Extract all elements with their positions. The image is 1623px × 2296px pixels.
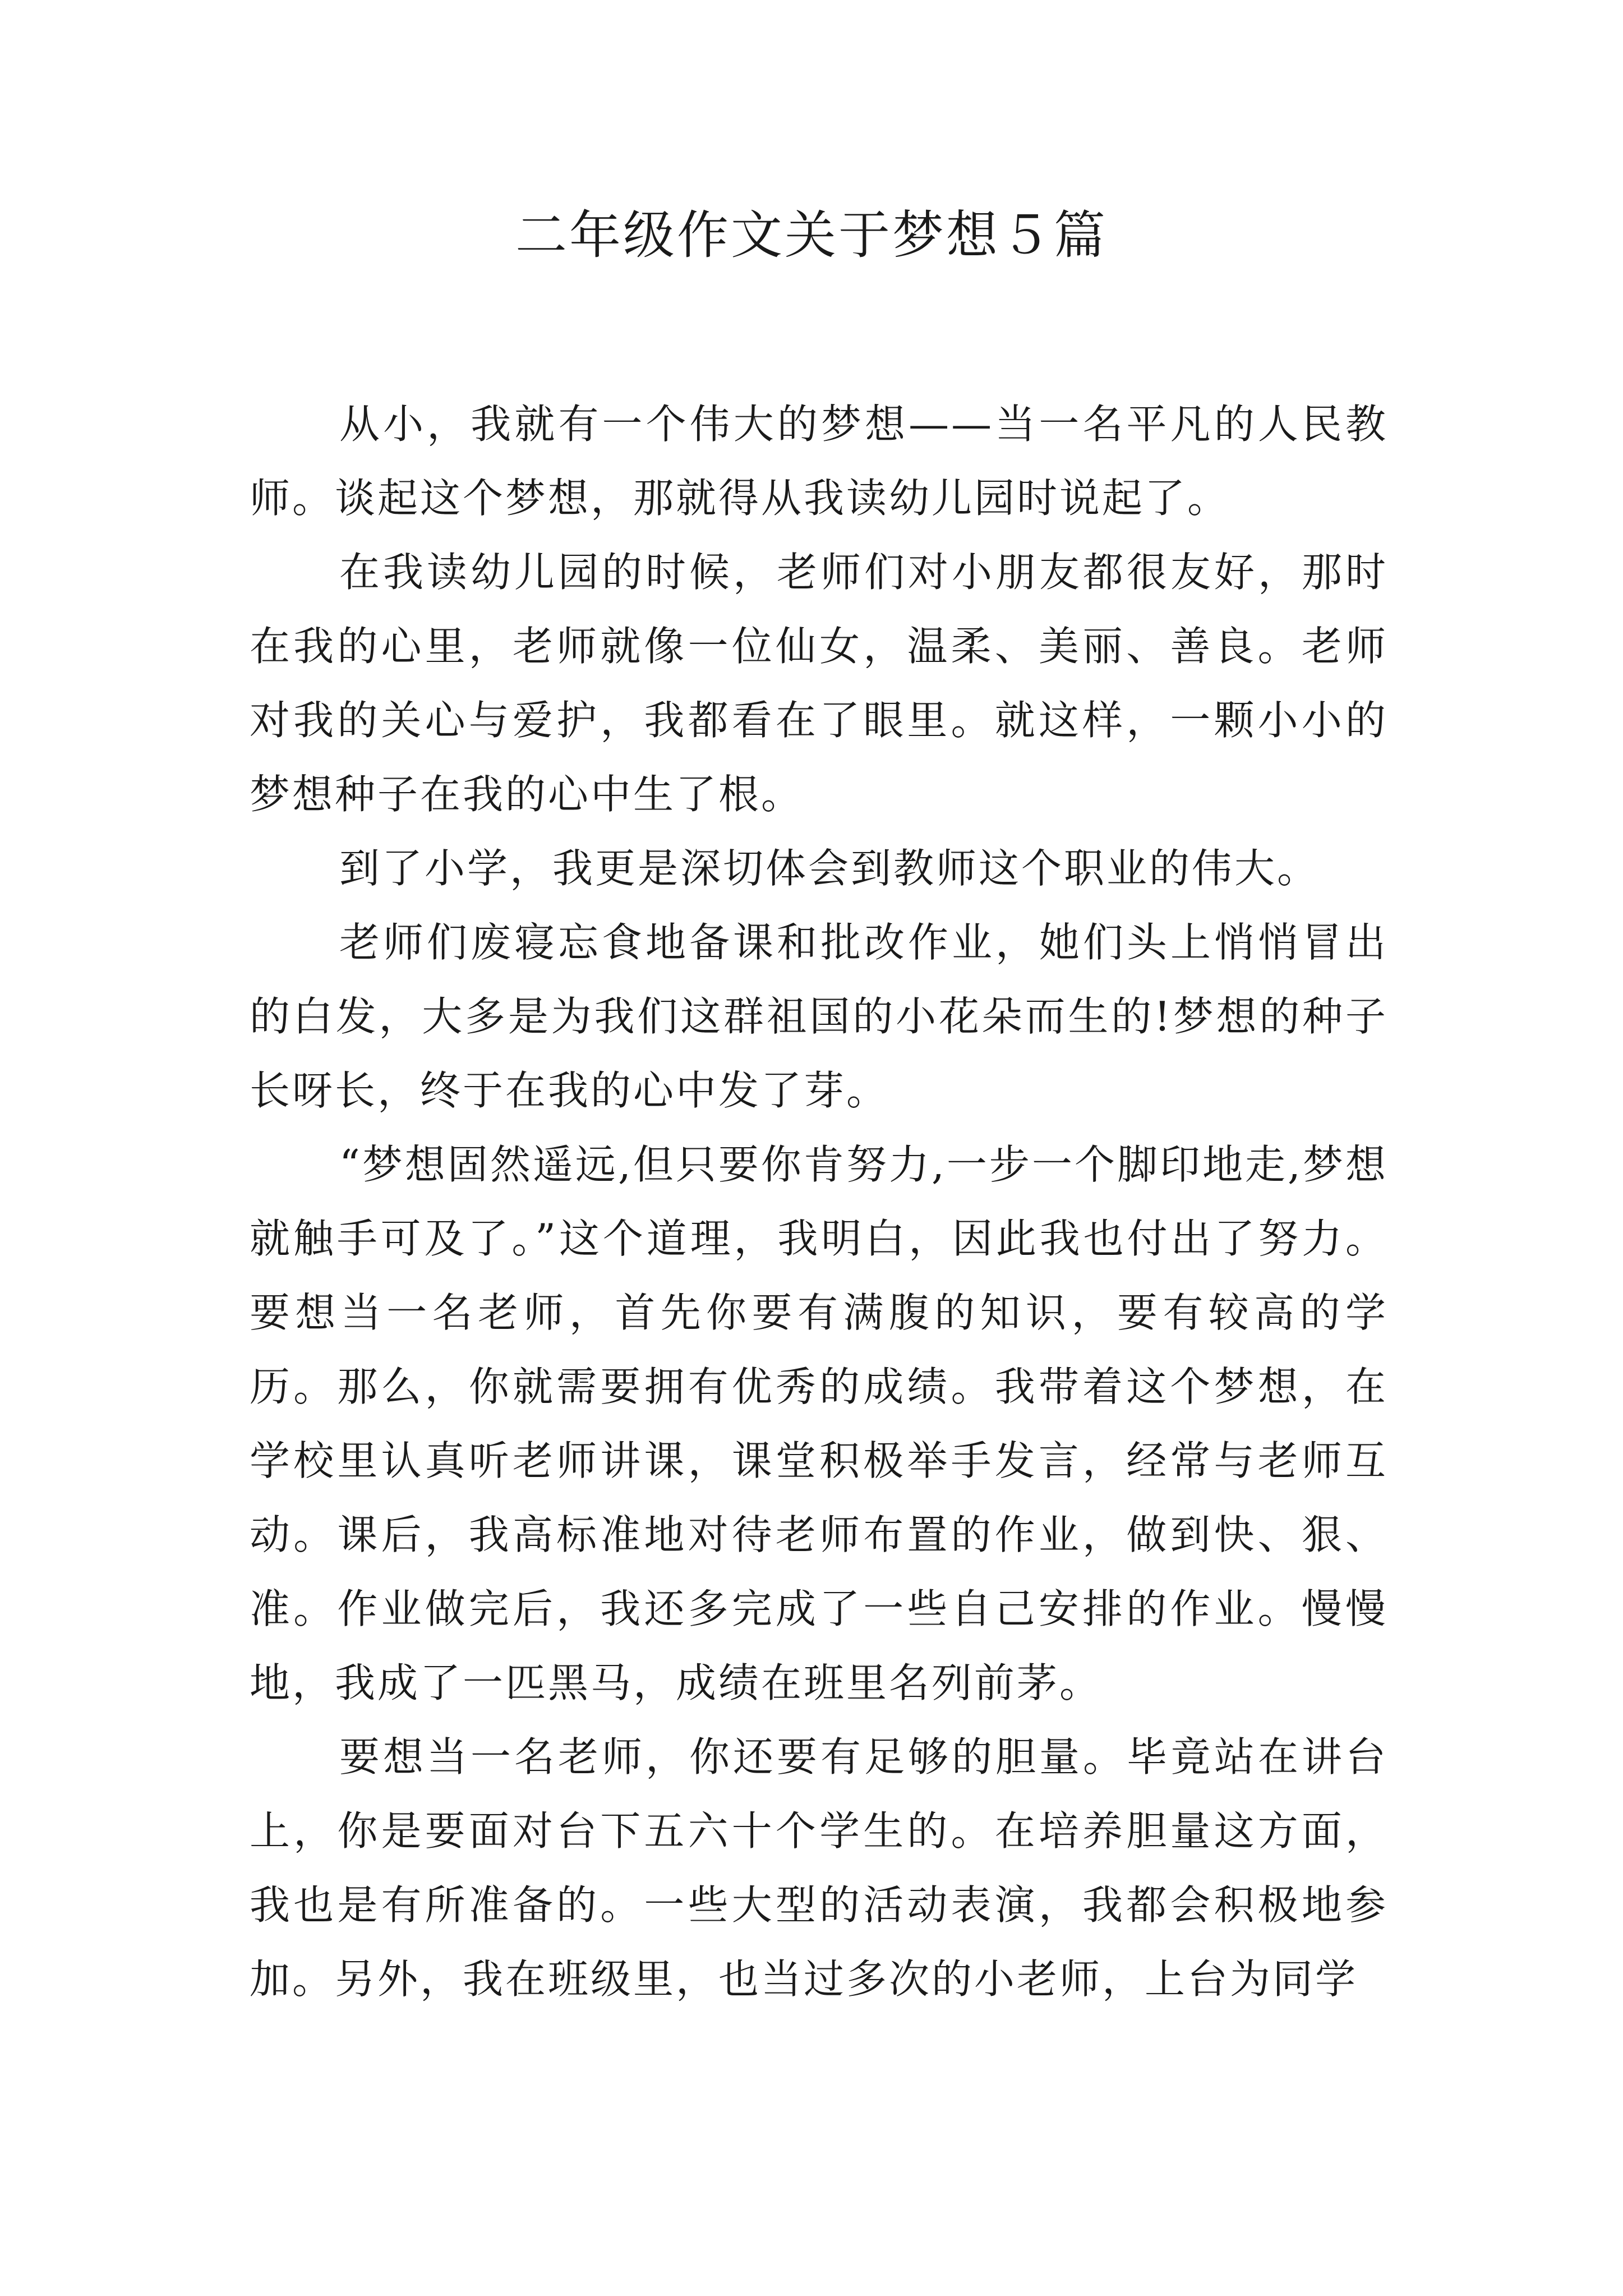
paragraph: 要想当一名老师，你还要有足够的胆量。毕竟站在讲台上，你是要面对台下五六十个学生的。在培养胆量这方面，我也是有所准备的。一些大型的活动表演，我都会积极地参加。另外，我在班级里，也当过多次的小老师，上台为同学: [250, 1733, 1388, 2003]
paragraph: 从小，我就有一个伟大的梦想——当一名平凡的人民教师。谈起这个梦想，那就得从我读幼儿园时说起了。: [250, 401, 1388, 522]
document-body: [250, 387, 1388, 2016]
document-title: 二年级作文关于梦想５篇: [515, 205, 1108, 265]
paragraph: 在我读幼儿园的时候，老师们对小朋友都很友好，那时在我的心里，老师就像一位仙女，温柔、美丽、善良。老师对我的关心与爱护，我都看在了眼里。就这样，一颗小小的梦想种子在我的心中生了根。: [250, 549, 1388, 818]
paragraph: 到了小学，我更是深切体会到教师这个职业的伟大。: [339, 845, 1320, 892]
paragraph: 老师们废寝忘食地备课和批改作业，她们头上悄悄冒出的白发，大多是为我们这群祖国的小花朵而生的!梦想的种子长呀长，终于在我的心中发了芽。: [250, 919, 1388, 1114]
paragraph: “梦想固然遥远,但只要你肯努力,一步一个脚印地走,梦想就触手可及了。”这个道理，我明白，因此我也付出了努力。要想当一名老师，首先你要有满腹的知识，要有较高的学历。那么，你就需要拥有优秀的成绩。我带着这个梦想，在学校里认真听老师讲课，课堂积极举手发言，经常与老师互动。课后，我高标准地对待老师布置的作业，做到快、狠、准。作业做完后，我还多完成了一些自己安排的作业。慢慢地，我成了一匹黑马，成绩在班里名列前茅。: [250, 1141, 1388, 1706]
